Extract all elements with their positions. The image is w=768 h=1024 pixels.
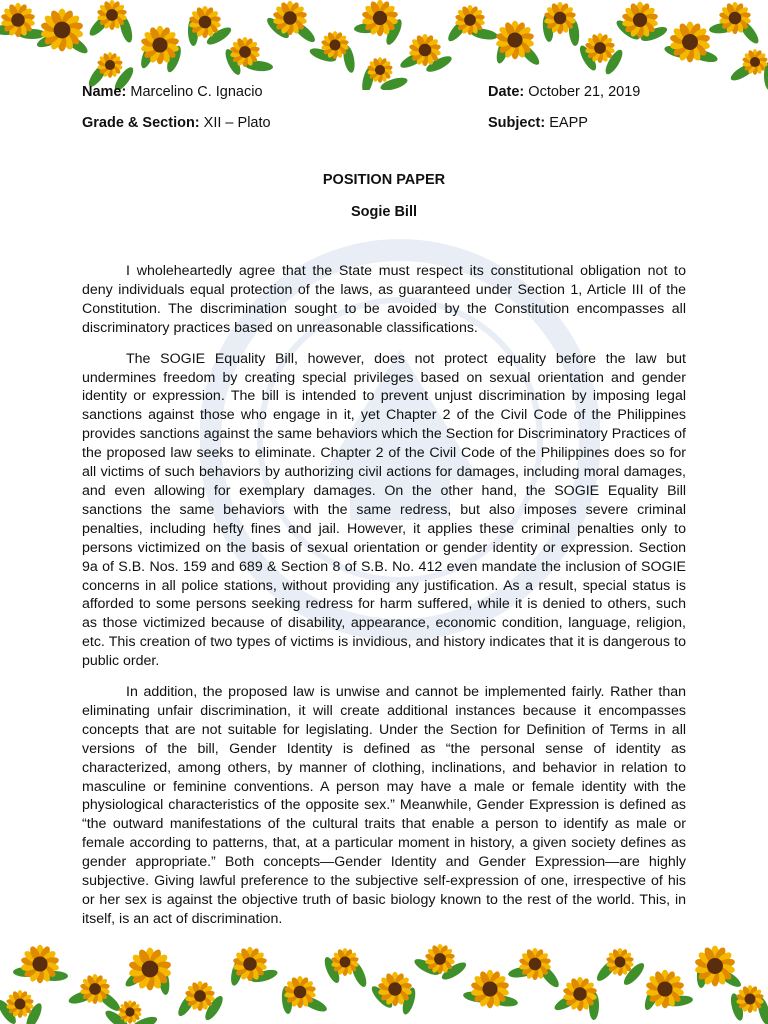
name-value: Marcelino C. Ignacio: [130, 84, 263, 100]
grade-value: XII – Plato: [203, 115, 271, 131]
sunflower-icon: [0, 0, 768, 90]
date-field: [488, 84, 640, 100]
grade-section-field: [82, 115, 271, 131]
date-label: Date:: [488, 84, 525, 100]
subject-label: Subject:: [488, 115, 546, 131]
document-body: [82, 262, 686, 941]
paragraph: The SOGIE Equality Bill, however, does not protect equality before the law but undermines freedom by creating special privileges based on sexual orientation and gender identity or expression. The bill is intended to prevent unjust discrimination by imposing legal sanctions against those who engage in it, yet Chapter 2 of the Civil Code of the Philippines provides sanctions against the same behaviors which the Section for Discriminatory Practices of the proposed law seeks to eliminate. Chapter 2 of the Civil Code of the Philippines does so for all victims of such behaviors by authorizing civil actions for damages, including moral damages, and even allowing for exemplary damages. On the other hand, the SOGIE Equality Bill sanctions the same behaviors with the same redress, but also imposes severe criminal penalties, including hefty fines and jail. However, it applies these criminal penalties only to persons victimized on the basis of sexual orientation or gender identity or expression. Section 9a of S.B. Nos. 159 and 689 & Section 8 of S.B. No. 412 even mandate the inclusion of SOGIE concerns in all police stations, without providing any justification. As a result, special status is afforded to some persons seeking redress for harm suffered, while it is denied to others, such as those victimized because of disability, appearance, economic condition, language, religion, etc. This creation of two types of victims is invidious, and history indicates that it is dangerous to public order.: [82, 350, 686, 670]
subject-field: [488, 115, 588, 131]
sunflower-icon: [0, 934, 768, 1024]
sunflower-border-top: [0, 0, 768, 90]
subject-value: EAPP: [549, 115, 588, 131]
name-label: Name:: [82, 84, 127, 100]
sunflower-border-bottom: [0, 934, 768, 1024]
paragraph: In addition, the proposed law is unwise and cannot be implemented fairly. Rather than eliminating unfair discrimination, it will create additional instances because it encompasses concepts that are not suitable for legislating. Under the Section for Definition of Terms in all versions of the bill, Gender Identity is defined as “the personal sense of identity as characterized, among others, by manner of clothing, inclinations, and behavior in relation to masculine or feminine conventions. A person may have a male or female identity with the physiological characteristics of the opposite sex.” Meanwhile, Gender Expression is defined as “the outward manifestations of the cultural traits that enable a person to identify as male or female according to patterns, that, at a particular moment in history, a given society defines as gender appropriate.” Both concepts—Gender Identity and Gender Expression—are highly subjective. Giving lawful preference to the subjective self-expression of one, irrespective of his or her sex is against the objective truth of basic biology known to the rest of the world. This, in itself, is an act of discrimination.: [82, 684, 686, 927]
document-title: POSITION PAPER: [322, 172, 446, 188]
paragraph: I wholeheartedly agree that the State must respect its constitutional obligation not to deny individuals equal protection of the laws, as guaranteed under Section 1, Article III of the Constitution. The discrimination sought to be avoided by the Constitution encompasses all discriminatory practices based on unreasonable classifications.: [82, 263, 686, 336]
grade-label: Grade & Section:: [82, 115, 200, 131]
date-value: October 21, 2019: [528, 84, 641, 100]
document-subtitle: Sogie Bill: [350, 204, 418, 220]
name-field: [82, 84, 263, 100]
